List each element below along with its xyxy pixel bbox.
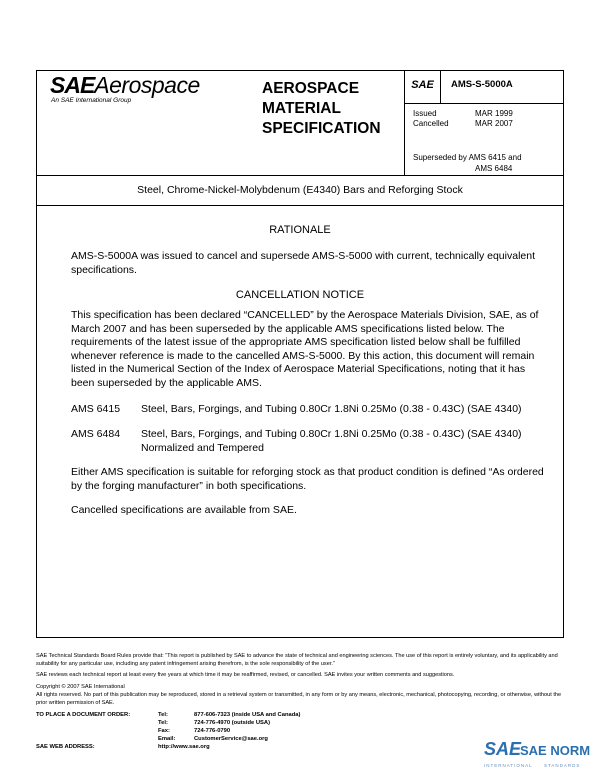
spec-code-2: AMS 6484 [71,428,121,440]
fax-label: Fax: [158,728,170,734]
title-line-3: SPECIFICATION [262,120,381,137]
document-type-title [262,79,381,139]
superseded-line-1: Superseded by AMS 6415 and [413,153,522,162]
superseded-line-2: AMS 6484 [475,164,513,173]
rationale-heading: RATIONALE [269,224,331,236]
copyright-text: Copyright © 2007 SAE International [36,684,125,690]
document-number-row [405,70,564,104]
watermark-sae-logo: SAE [484,739,522,759]
fax-number: 724-776-0790 [194,728,231,734]
cancellation-heading: CANCELLATION NOTICE [235,289,365,301]
spec-code-1: AMS 6415 [71,403,121,415]
sae-small-logo: SAE [405,70,441,104]
tel-us: 877-606-7323 (inside USA and Canada) [194,712,301,718]
rationale-text: AMS-S-5000A was issued to cancel and supersede AMS-S-5000 with current, technically equivalent specifications. [71,250,535,276]
document-number: AMS-S-5000A [451,79,513,90]
tel-intl: 724-776-4970 (outside USA) [194,720,271,726]
issued-label: Issued [413,109,437,118]
sae-aerospace-logo [50,72,200,99]
logo-sae-text: SAE [50,72,95,98]
logo-subtitle: An SAE International Group [51,97,132,104]
sae-norm-watermark [484,739,594,771]
issued-date: MAR 1999 [475,109,513,118]
watermark-sub-left: INTERNATIONAL [484,763,533,768]
logo-aerospace-text: Aerospace [94,72,200,98]
web-address[interactable]: http://www.sae.org [158,744,210,750]
tel-label: Tel: [158,712,168,718]
cancelled-date: MAR 2007 [475,119,513,128]
review-text: SAE reviews each technical report at least every five years at which time it may be reaffirmed, revised, or cancelled. SAE invites your written comments and suggestions. [36,672,455,678]
document-info-column [404,70,564,176]
email-address[interactable]: CustomerService@sae.org [194,736,268,742]
web-label: SAE WEB ADDRESS: [36,744,95,750]
rights-text: All rights reserved. No part of this publication may be reproduced, stored in a retrieval system or transmitted, in any form or by any means, electronic, mechanical, photocopying, recording, or otherwise, without the prior written permission of SAE. [36,692,562,706]
watermark-norm-text: SAE NORM [520,743,591,758]
cancellation-text: This specification has been declared “CANCELLED” by the Aerospace Materials Division, SAE, as of March 2007 and has been superseded by the applicable AMS specifications listed below. The requirements of the latest issue of the appropriate AMS specification listed below shall be fulfilled whenever reference is made to the cancelled AMS-S-5000. By this action, this document will remain listed in the Numerical Section of the Index of Aerospace Material Specifications, noting that it has been superseded by the applicable AMS. [71,309,539,389]
spec-desc-1: Steel, Bars, Forgings, and Tubing 0.80Cr 1.8Ni 0.25Mo (0.38 - 0.43C) (SAE 4340) [141,403,522,415]
email-label: Email: [158,736,176,742]
tel-label-2: Tel: [158,720,168,726]
availability-text: Cancelled specifications are available from SAE. [71,504,297,516]
order-label: TO PLACE A DOCUMENT ORDER: [36,712,131,718]
spec-desc-2: Steel, Bars, Forgings, and Tubing 0.80Cr 1.8Ni 0.25Mo (0.38 - 0.43C) (SAE 4340) Normalized and Tempered [141,428,522,454]
watermark-sub-right: STANDARDS [544,763,581,768]
either-spec-text: Either AMS specification is suitable for reforging stock as that product condition is defined “As ordered by the forging manufacturer” in both specifications. [71,466,544,492]
document-subject: Steel, Chrome-Nickel-Molybdenum (E4340) Bars and Reforging Stock [36,176,564,206]
board-rules-text: SAE Technical Standards Board Rules provide that: “This report is published by SAE to advance the state of technical and engineering sciences. The use of this report is entirely voluntary, and its applicability and suitability for any particular use, including any patent infringement arising therefrom, is the sole responsibility of the user.” [36,653,558,667]
superseded-by [413,152,563,174]
title-line-2: MATERIAL [262,100,341,117]
cancelled-label: Cancelled [413,119,449,128]
title-line-1: AEROSPACE [262,80,360,97]
